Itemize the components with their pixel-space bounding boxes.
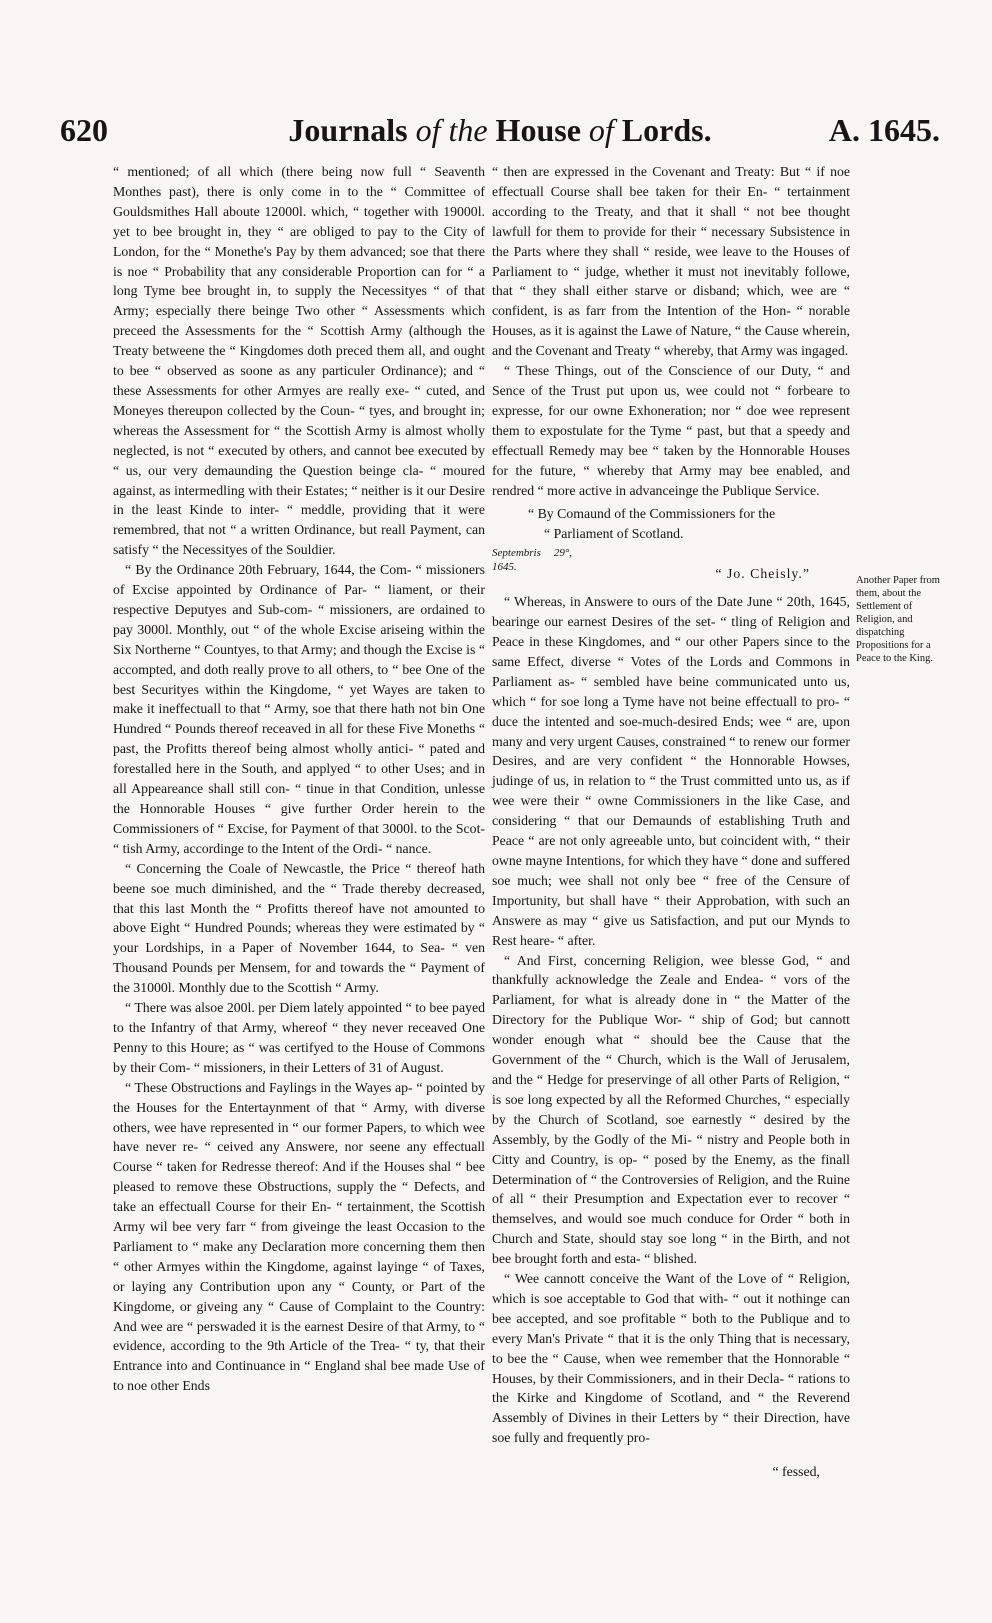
title-of-the: of the	[415, 112, 496, 148]
journal-title	[60, 112, 940, 149]
signature-line-2: “ Parliament of Scotland.	[544, 526, 684, 542]
left-paragraph-3: “ Concerning the Coale of Newcastle, the Price “ thereof hath beene soe much diminished, and the “ Trade thereby decreased, that this last Month the “ Profitts thereof have not amounted to above Eight “ Hundred Pounds; whereas they were estimated by “ your Lordships, in a Paper of November 1644, to Sea- “ ven Thousand Pounds per Mensem, for and towards the “ Payment of the 31000l. Monthly due to the Scottish “ Army.	[113, 860, 485, 996]
signature-block	[492, 546, 850, 592]
right-column	[492, 162, 850, 1496]
left-paragraph-2: “ By the Ordinance 20th February, 1644, the Com- “ missioners of Excise appointed by Ordinance of Par- “ liament, or their respective Deputyes and Sub-com- “ missioners, are ordained to pay 3000l. Monthly, out “ of the whole Excise ariseing within the Six Northerne “ Countyes, to that Army; and though the Excise is “ accompted, and doth really prove to all others, to “ bee One of the best Securityes within the Kingdome, “ yet Wayes are taken to make it ineffectuall to that “ Army, soe that there hath not bin One Hundred “ Pounds thereof receaved in all for these Five Moneths “ past, the Profitts thereof being almost wholly antici- “ pated and forestalled here in the South, and applyed “ to other Uses; and in all Appeareance shall still con- “ tinue in that Condition, unlesse the Honnorable Houses “ give further Order herein to the Commissioners of “ Excise, for Payment of that 3000l. to the Scot- “ tish Army, accordinge to the Intent of the Ordi- “ nance.	[113, 562, 485, 856]
right-paragraph-2: “ These Things, out of the Conscience of our Duty, “ and Sence of the Trust put upon us, wee could not “ forbeare to expresse, for our owne Exhoneration; nor “ doe wee represent them to expostulate for the Tyme “ past, but that a speedy and effectuall Remedy may bee “ taken by the Honnorable Houses for the future, “ whereby that Army may bee enabled, and rendred “ more active in advanceinge the Publique Service.	[492, 363, 850, 498]
left-column	[113, 162, 485, 1396]
right-paragraph-3: “ Whereas, in Answere to ours of the Date June “ 20th, 1645, bearinge our earnest Desires of the set- “ tling of Religion and Peace in these Kingdomes, and “ our other Papers since to the same Effect, diverse “ Votes of the Lords and Commons in Parliament as- “ sembled have beine communicated unto us, which “ for soe long a Tyme have not beine effectuall to pro- “ duce the intented and soe-much-desired Ends; wee “ are, upon many and very urgent Causes, constrained “ to renew our former Desires, and are very confident “ the Honnorable Howses, judinge of us, in relation to “ the Trust committed unto us, as if wee were their “ owne Commissioners in the like Case, and considering “ that our Demaunds of establishing Truth and Peace “ are not only agreeable unto, but coincident with, “ their owne mayne Intentions, for which they have “ done and suffered soe much; wee shall not only bee “ free of the Censure of Importunity, but shall have “ their Approbation, with such an Answere as may “ give us Satisfaction, and put our Mynds to Rest heare- “ after.	[492, 594, 850, 948]
title-lords: Lords.	[621, 112, 712, 148]
left-paragraph-1: “ mentioned; of all which (there being now full “ Seaventh Monthes past), there is only come in to the “ Committee of Gouldsmithes Hall aboute 12000l. which, “ together with 19000l. yet to bee brought in, they “ are obliged to pay to the City of London, for the “ Monethe's Pay by them advanced; soe that there is noe “ Probability that any considerable Proportion can for “ a long Tyme bee brought in, to supply the Necessityes “ of that Army; especially there beinge Two other “ Assessments which preceed the Assessments for the “ Scottish Army (although the Treaty betweene the “ Kingdomes doth preced them all, and ought to bee “ observed as soone as any particuler Ordinance); and “ these Assessments for other Armyes are really exe- “ cuted, and Moneyes thereupon collected by the Coun- “ tyes, and brought in; whereas the Assessment for “ the Scottish Army is almost wholly neglected, is not “ executed by others, and cannot bee executed by “ us, our very demaunding the Question beinge cla- “ moured against, as intermedling with their Estates; “ neither is it our Desire in the least Kinde to inter- “ meddle, providing that it were remembred, that not “ a written Ordinance, but reall Payment, can satisfy “ the Necessityes of the Souldier.	[113, 164, 485, 558]
title-journals: Journals	[288, 112, 416, 148]
right-paragraph-5: “ Wee cannott conceive the Want of the Love of “ Religion, which is soe acceptable to God that with- “ out it nothinge can bee accepted, and soe profitable “ both to the Publique and to every Man's Private “ that it is the only Thing that is necessary, to bee the “ Cause, when wee remember that the Honnorable “ Houses, by their Commissioners, and in their Decla- “ rations to the Kirke and Kingdome of Scotland, and “ the Reverend Assembly of Divines in their Letters by “ their Direction, have soe fully and frequently pro-	[492, 1271, 850, 1446]
right-paragraph-4: “ And First, concerning Religion, wee blesse God, “ and thankfully acknowledge the Zeale and Endea- “ vors of the Parliament, for what is already done in “ the Matter of the Directory for the Publique Wor- “ ship of God; but cannott wonder enough what “ should bee the Cause that the Government of the “ Church, which is the Wall of Jerusalem, and the “ Hedge for preservinge of all other Parts of Religion, “ is soe long expected by all the Reformed Churches, “ especially by the Church of Scotland, soe earnestly “ desired by the Assembly, by the Godly of the Mi- “ nistry and People both in Citty and Country, is op- “ posed by the Enemy, as the finall Determination of “ the Controversies of Religion, and the Ruine of all “ their Presumption and Expectation ever to recover “ themselves, and would soe much conduce for Order “ both in Church and State, should stay soe long “ in the Birth, and not bee brought forth and esta- “ blished.	[492, 952, 850, 1267]
left-paragraph-5: “ These Obstructions and Faylings in the Wayes ap- “ pointed by the Houses for the Entertaynment of that “ Army, with diverse others, wee have represented in “ our former Papers, to which wee have never re- “ ceived any Answere, nor seene any effectuall Course “ taken for Redresse thereof: And if the Houses shal “ bee pleased to remove these Obstructions, supply the “ Defects, and take an effectuall Course for their En- “ tertainment, the Scottish Army wil bee very farr “ from giveinge the least Occasion to the Parliament to “ make any Declaration more concerning them then “ other Armyes within the Kingdome, against layinge “ of Taxes, or laying any Contribution upon any “ County, or Part of the Kingdome, or giveing any “ Cause of Complaint to the Country: And wee are “ perswaded it is the earnest Desire of that Army, to “ evidence, according to the 9th Article of the Trea- “ ty, that their Entrance into and Continuance in “ England shal bee made Use of to noe other Ends	[113, 1079, 485, 1394]
title-of: of	[588, 112, 622, 148]
left-paragraph-4: “ There was alsoe 200l. per Diem lately appointed “ to bee payed to the Infantry of that Army, whereof “ they never receaved One Penny to this Houre; as “ was certifyed to the House of Commons by their Com- “ missioners, in their Letters of 31 of August.	[113, 1000, 485, 1075]
marginal-note: Another Paper from them, about the Settlement of Religion, and dispatching Propositions for a Peace to the King.	[856, 575, 940, 664]
catchword: “ fessed,	[772, 1463, 820, 1479]
year-heading: A. 1645.	[828, 112, 940, 148]
right-paragraph-1: “ then are expressed in the Covenant and Treaty: But “ if noe effectuall Course shall bee taken for their En- “ tertainment according to the Treaty, and that it shall “ not bee thought lawfull for them to provide for their “ necessary Subsistence in the Parts where they shall “ reside, wee leave to the Houses of Parliament to “ judge, whether it must not inevitably followe, that “ they shall either starve or disband; which, wee are “ confident, is as farr from the Intention of the Hon- “ norable Houses, as it is against the Lawe of Nature, “ the Cause wherein, and the Covenant and Treaty “ whereby, that Army was ingaged.	[492, 164, 850, 359]
signatory-name: “ Jo. Cheisly.”	[715, 566, 810, 582]
signature-date: Septembris 29°, 1645.	[492, 547, 572, 574]
page-header	[60, 112, 940, 160]
page-number: 620	[60, 112, 108, 148]
title-house: House	[495, 112, 589, 148]
signature-line-1: “ By Comaund of the Commissioners for the	[528, 506, 776, 522]
